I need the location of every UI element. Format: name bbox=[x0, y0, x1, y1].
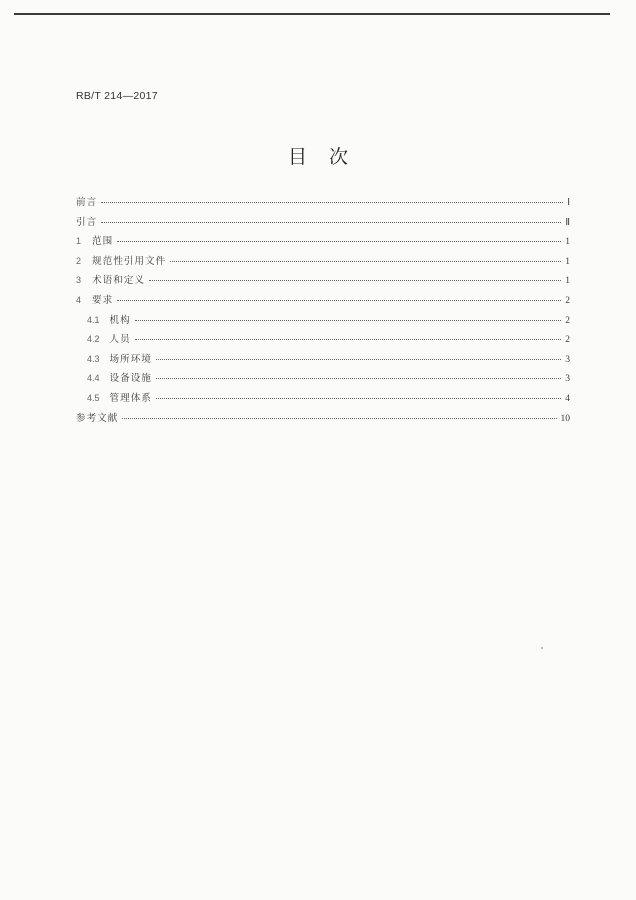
toc-entry-scope[interactable] bbox=[76, 233, 570, 253]
toc-entry-label: 前言 bbox=[76, 197, 98, 208]
toc-entry-page: Ⅱ bbox=[565, 217, 570, 228]
toc-entry-label: 人员 bbox=[109, 334, 131, 346]
dot-leader bbox=[156, 359, 561, 360]
toc-entry-number: 1 bbox=[76, 236, 82, 247]
toc-entry-page: 4 bbox=[565, 393, 570, 404]
toc-entry-number: 4.3 bbox=[87, 353, 100, 364]
toc-entry-equipment[interactable] bbox=[76, 370, 570, 390]
toc-entry-page: 3 bbox=[565, 354, 570, 365]
toc-entry-number: 4.5 bbox=[87, 392, 100, 403]
document-code: RB/T 214—2017 bbox=[76, 90, 158, 102]
dot-leader bbox=[135, 339, 562, 340]
dot-leader bbox=[117, 241, 561, 242]
toc-entry-number: 4.4 bbox=[87, 373, 100, 384]
toc-entry-introduction[interactable] bbox=[76, 214, 570, 234]
toc-entry-personnel[interactable] bbox=[76, 331, 570, 351]
dot-leader bbox=[170, 261, 561, 262]
dot-leader bbox=[156, 378, 561, 379]
dot-leader bbox=[117, 300, 561, 301]
toc-entry-organization[interactable] bbox=[76, 312, 570, 332]
dot-leader bbox=[135, 320, 562, 321]
toc-entry-page: 2 bbox=[565, 315, 570, 326]
toc-entry-label: 规范性引用文件 bbox=[92, 255, 167, 267]
toc-entry-page: 3 bbox=[565, 374, 570, 385]
dot-leader bbox=[101, 222, 561, 223]
toc-entry-terms-definitions[interactable] bbox=[76, 272, 570, 292]
toc-entry-normative-references[interactable] bbox=[76, 253, 570, 273]
toc-entry-label: 参考文献 bbox=[76, 412, 119, 424]
toc-entry-page: 1 bbox=[565, 276, 570, 287]
toc-entry-foreword[interactable] bbox=[76, 194, 570, 214]
toc-entry-label: 场所环境 bbox=[109, 353, 152, 365]
toc-entry-page: 2 bbox=[565, 295, 570, 306]
toc-entry-page: 1 bbox=[565, 256, 570, 267]
toc-entry-label: 机构 bbox=[109, 314, 131, 326]
toc-entry-facilities-environment[interactable] bbox=[76, 351, 570, 371]
dot-leader bbox=[101, 202, 563, 203]
toc-entry-page: Ⅰ bbox=[567, 198, 570, 208]
toc-entry-label: 管理体系 bbox=[109, 392, 152, 404]
scan-speck bbox=[541, 647, 543, 649]
toc-title: 目次 bbox=[287, 146, 370, 168]
toc-entry-label: 范围 bbox=[92, 236, 114, 248]
toc-entry-label: 引言 bbox=[76, 216, 98, 228]
toc-entry-management-system[interactable] bbox=[76, 390, 570, 410]
toc-entry-label: 设备设施 bbox=[109, 373, 152, 385]
toc-entry-number: 4.2 bbox=[87, 334, 100, 345]
toc-entry-number: 2 bbox=[76, 255, 82, 266]
toc-entry-number: 4.1 bbox=[87, 314, 100, 325]
toc-entry-page: 2 bbox=[565, 335, 570, 346]
dot-leader bbox=[156, 398, 561, 399]
dot-leader bbox=[122, 418, 556, 419]
toc-entry-number: 4 bbox=[76, 294, 82, 305]
toc-entry-requirements[interactable] bbox=[76, 292, 570, 312]
toc-entry-page: 10 bbox=[560, 413, 570, 424]
toc-entry-number: 3 bbox=[76, 275, 82, 286]
toc-entry-page: 1 bbox=[565, 237, 570, 248]
header-rule bbox=[14, 13, 610, 15]
dot-leader bbox=[149, 280, 561, 281]
table-of-contents bbox=[76, 194, 570, 429]
toc-entry-label: 要求 bbox=[92, 294, 114, 306]
toc-entry-bibliography[interactable] bbox=[76, 410, 570, 430]
toc-entry-label: 术语和定义 bbox=[92, 275, 145, 287]
